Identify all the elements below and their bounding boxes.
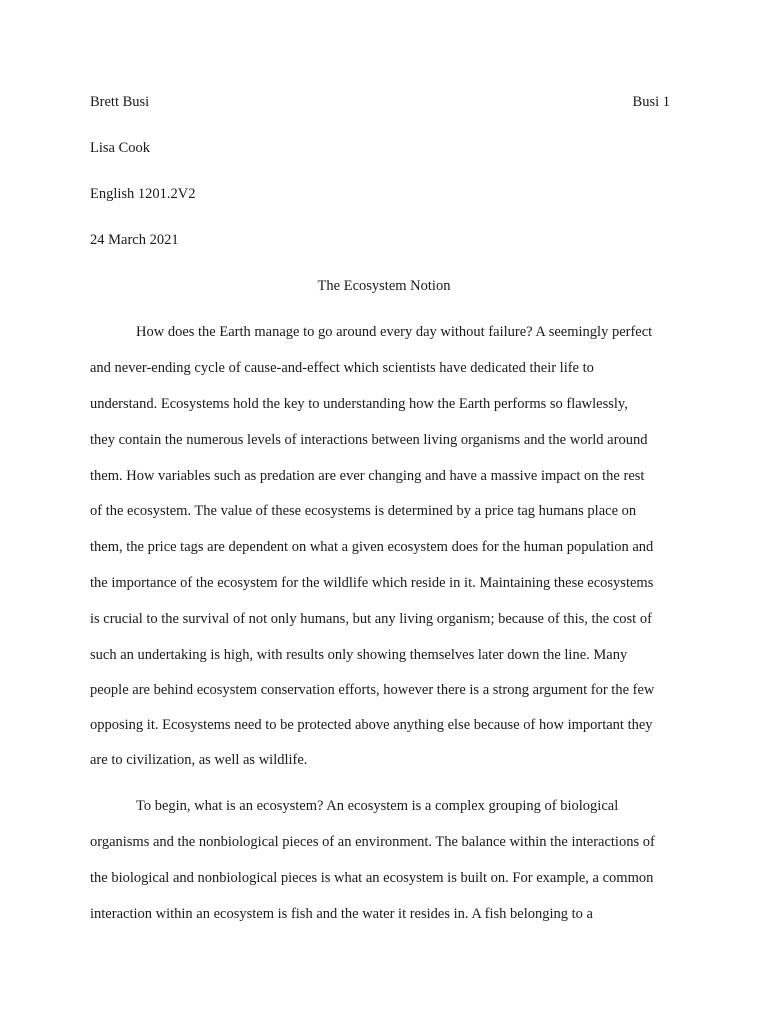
paragraph-line: opposing it. Ecosystems need to be protected above anything else because of how important they — [90, 717, 653, 733]
paragraph-line: are to civilization, as well as wildlife. — [90, 752, 308, 768]
author-name: Brett Busi — [90, 94, 150, 110]
paragraph-line: people are behind ecosystem conservation efforts, however there is a strong argument for the few — [90, 682, 655, 698]
running-head: Busi 1 — [632, 94, 670, 110]
paragraph-line: understand. Ecosystems hold the key to understanding how the Earth performs so flawlessly, — [90, 396, 628, 412]
paragraph-line: they contain the numerous levels of interactions between living organisms and the world around — [90, 432, 648, 448]
paragraph-line: them. How variables such as predation are ever changing and have a massive impact on the rest — [90, 468, 645, 484]
paragraph-line: How does the Earth manage to go around every day without failure? A seemingly perfect — [136, 324, 653, 340]
paragraph-line: them, the price tags are dependent on what a given ecosystem does for the human population and — [90, 539, 654, 555]
essay-title: The Ecosystem Notion — [317, 278, 451, 294]
paragraph-line: of the ecosystem. The value of these ecosystems is determined by a price tag humans place on — [90, 503, 637, 519]
paragraph-line: interaction within an ecosystem is fish and the water it resides in. A fish belonging to a — [90, 906, 593, 922]
paragraph-line: the importance of the ecosystem for the wildlife which reside in it. Maintaining these ecosystems — [90, 575, 654, 591]
course-name: English 1201.2V2 — [90, 186, 196, 202]
paragraph-line: is crucial to the survival of not only humans, but any living organism; because of this, the cost of — [90, 611, 652, 627]
paragraph-line: such an undertaking is high, with results only showing themselves later down the line. Many — [90, 647, 628, 663]
paragraph-line: To begin, what is an ecosystem? An ecosystem is a complex grouping of biological — [136, 798, 619, 814]
paragraph-line: and never-ending cycle of cause-and-effect which scientists have dedicated their life to — [90, 360, 594, 376]
instructor-name: Lisa Cook — [90, 140, 151, 156]
paragraph-line: organisms and the nonbiological pieces of an environment. The balance within the interactions of — [90, 834, 655, 850]
date-line: 24 March 2021 — [90, 232, 179, 248]
paragraph-line: the biological and nonbiological pieces is what an ecosystem is built on. For example, a common — [90, 870, 654, 886]
